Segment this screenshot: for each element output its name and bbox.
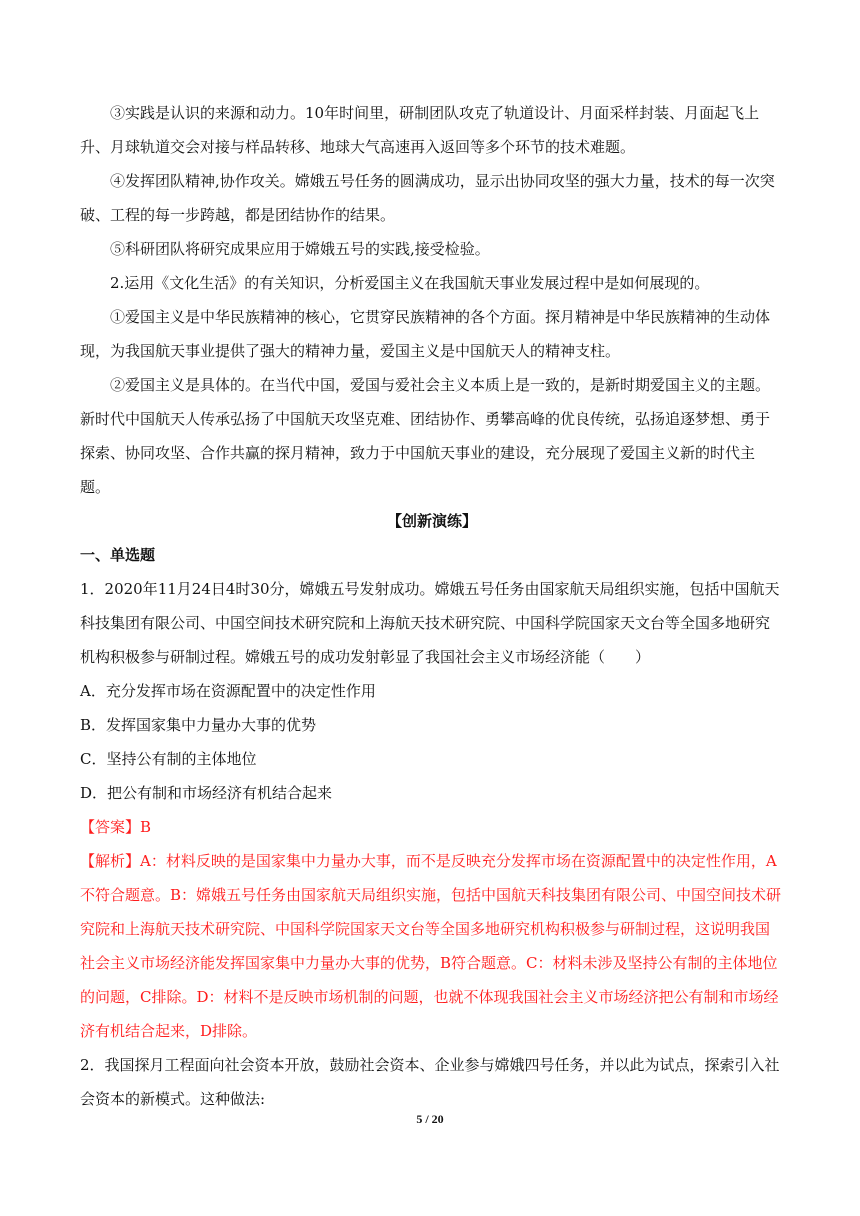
section-title: 【创新演练】 xyxy=(386,512,477,530)
question-2-item-1: ①爱国主义是中华民族精神的核心，它贯穿民族精神的各个方面。探月精神是中华民族精神的生动体现，为我国航天事业提供了强大的精神力量，爱国主义是中国航天人的精神支柱。 xyxy=(80,308,771,360)
mcq-1-option-a: A．充分发挥市场在资源配置中的决定性作用 xyxy=(80,682,376,700)
document-body xyxy=(80,96,784,1116)
mcq-1-answer: 【答案】B xyxy=(80,818,152,836)
analysis-item-4: ④发挥团队精神,协作攻关。嫦娥五号任务的圆满成功，显示出协同攻坚的强大力量，技术的每一次突破、工程的每一步跨越，都是团结协作的结果。 xyxy=(80,172,775,224)
mcq-1-explanation: 【解析】A：材料反映的是国家集中力量办大事，而不是反映充分发挥市场在资源配置中的决定性作用，A不符合题意。B：嫦娥五号任务由国家航天局组织实施，包括中国航天科技集团有限公司、中国空间技术研究院和上海航天技术研究院、中国科学院国家天文台等全国多地研究机构积极参与研制过程，这说明我国社会主义市场经济能发挥国家集中力量办大事的优势，B符合题意。C：材料未涉及坚持公有制的主体地位的问题，C排除。D：材料不是反映市场机制的问题，也就不体现我国社会主义市场经济把公有制和市场经济有机结合起来，D排除。 xyxy=(80,852,782,1040)
subsection-title: 一、单选题 xyxy=(80,546,156,564)
mcq-1-option-c: C．坚持公有制的主体地位 xyxy=(80,750,257,768)
mcq-1-option-b: B．发挥国家集中力量办大事的优势 xyxy=(80,716,317,734)
mcq-2-stem: 2．我国探月工程面向社会资本开放，鼓励社会资本、企业参与嫦娥四号任务，并以此为试点，探索引入社会资本的新模式。这种做法: xyxy=(80,1056,780,1108)
mcq-1-stem: 1．2020年11月24日4时30分，嫦娥五号发射成功。嫦娥五号任务由国家航天局组织实施，包括中国航天科技集团有限公司、中国空间技术研究院和上海航天技术研究院、中国科学院国家天文台等全国多地研究机构积极参与研制过程。嫦娥五号的成功发射彰显了我国社会主义市场经济能（ ） xyxy=(80,580,780,666)
question-2-prompt: 2.运用《文化生活》的有关知识，分析爱国主义在我国航天事业发展过程中是如何展现的。 xyxy=(110,274,710,292)
analysis-item-5: ⑤科研团队将研究成果应用于嫦娥五号的实践,接受检验。 xyxy=(110,240,490,258)
analysis-item-3: ③实践是认识的来源和动力。10年时间里，研制团队攻克了轨道设计、月面采样封装、月面起飞上升、月球轨道交会对接与样品转移、地球大气高速再入返回等多个环节的技术难题。 xyxy=(80,104,760,156)
question-2-item-2: ②爱国主义是具体的。在当代中国，爱国与爱社会主义本质上是一致的，是新时期爱国主义的主题。新时代中国航天人传承弘扬了中国航天攻坚克难、团结协作、勇攀高峰的优良传统，弘扬追逐梦想、勇于探索、协同攻坚、合作共赢的探月精神，致力于中国航天事业的建设，充分展现了爱国主义新的时代主题。 xyxy=(80,376,771,496)
page-number: 5 / 20 xyxy=(416,1112,444,1126)
mcq-1-option-d: D．把公有制和市场经济有机结合起来 xyxy=(80,784,333,802)
